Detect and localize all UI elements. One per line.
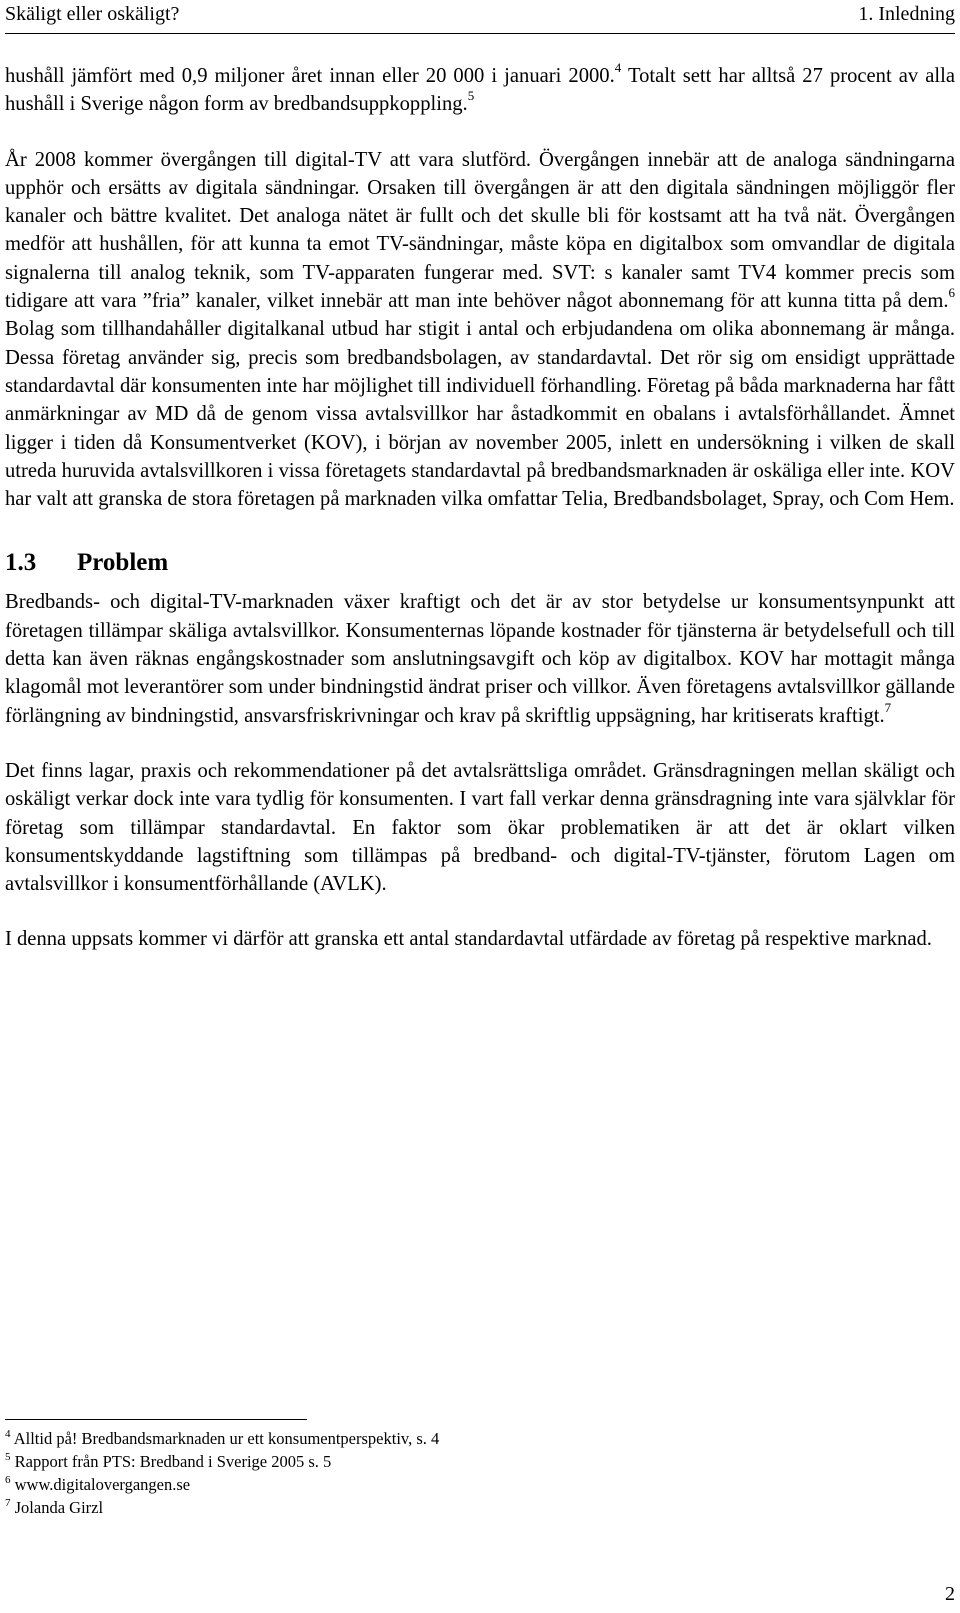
footnote-text: www.digitalovergangen.se [14,1475,191,1494]
footnote-ref[interactable]: 5 [467,88,475,104]
paragraph-text: Bredbands- och digital-TV-marknaden växer kraftigt och det är av stor betydelse ur konsumentsynpunkt att företagen tillämpar skäliga avtalsvillkor. Konsumenternas löpande kostnader för tjänsterna är betydelsefull och till detta kan även räknas engångskostnader som anslutningsavgift och köp av digitalbox. KOV har mottagit många klagomål mot leverantörer som under bindningstid ändrat priser och villkor. Även företagens avtalsvillkor gällande förlängning av bindningstid, ansvarsfriskrivningar och krav på skriftlig uppsägning, har kritiserats kraftigt. [5,591,955,727]
footnote-ref[interactable]: 6 [948,285,955,301]
running-header [5,0,955,30]
paragraph-purpose: I denna uppsats kommer vi därför att granska ett antal standardavtal utfärdade av företag på respektive marknad. [5,928,932,951]
footnote-item [5,1473,955,1496]
document-title: Skäligt eller oskäligt? [5,3,180,25]
paragraph-broadband-households [5,62,955,119]
footnote-text: Jolanda Girzl [14,1498,104,1517]
footnote-ref[interactable]: 4 [614,60,622,76]
section-title: Problem [77,549,169,577]
page-number: 2 [945,1583,955,1605]
footnote-ref[interactable]: 7 [884,699,892,715]
footnote-number: 4 [5,1427,11,1440]
header-divider [5,33,955,34]
footnote-divider [5,1419,307,1420]
chapter-title: 1. Inledning [858,3,955,25]
section-number: 1.3 [5,549,37,577]
footnote-number: 5 [5,1450,11,1463]
paragraph-text: År 2008 kommer övergången till digital-TV att vara slutförd. Övergången innebär att de analoga sändningarna upphör och ersätts av digitala sändningar. Orsaken till övergången är att den digitala sändningen möjliggör fler kanaler och bättre kvalitet. Det analoga nätet är fullt och det skulle bli för kostsamt att ha två nät. Övergången medför att hushållen, för att kunna ta emot TV-sändningar, måste köpa en digitalbox som omvandlar de digitala signalerna till analog teknik, som TV-apparaten fungerar med. SVT: s kanaler samt TV4 kommer precis som tidigare att vara ”fria” kanaler, vilket innebär att man inte behöver något abonnemang för att kunna titta på dem. [5,148,955,313]
paragraph-text: Totalt sett har alltså 27 procent av alla hushåll i Sverige någon form av bredbandsuppkoppling. [5,65,955,116]
paragraph-legislation: Det finns lagar, praxis och rekommendationer på det avtalsrättsliga området. Gränsdragningen mellan skäligt och oskäligt verkar dock inte vara tydlig för konsumenten. I vart fall verkar denna gränsdragning inte vara självklar för företag som tillämpar standardavtal. En faktor som ökar problematiken är att det är oklart vilken konsumentskyddande lagstiftning som tillämpas på bredband- och digital-TV-tjänster, förutom Lagen om avtalsvillkor i konsumentförhållande (AVLK). [5,759,955,896]
footnote-text: Alltid på! Bredbandsmarknaden ur ett konsumentperspektiv, s. 4 [13,1429,440,1448]
footnote-item [5,1450,955,1473]
paragraph-problem [5,588,955,729]
footnote-text: Rapport från PTS: Bredband i Sverige 2005 s. 5 [14,1452,332,1471]
footnote-number: 7 [5,1496,11,1509]
paragraph-digital-tv [5,146,955,514]
section-heading [5,547,955,579]
paragraph-text: Bolag som tillhandahåller digitalkanal utbud har stigit i antal och erbjudandena om olika abonnemang är många. Dessa företag använder sig, precis som bredbandsbolagen, av standardavtal. Det rör sig om ensidigt upprättade standardavtal där konsumenten inte har möjlighet till individuell förhandling. Företag på båda marknaderna har fått anmärkningar av MD då de genom vissa avtalsvillkor har åstadkommit en obalans i avtalsförhållandet. Ämnet ligger i tiden då Konsumentverket (KOV), i början av november 2005, inlett en undersökning i vilken de skall utreda huruvida avtalsvillkoren i vissa företagets standardavtal på bredbandsmarknaden är oskäliga eller inte. KOV har valt att granska de stora företagen på marknaden vilka omfattar Telia, Bredbandsbolaget, Spray, och Com Hem. [5,318,955,511]
paragraph-text: hushåll jämfört med 0,9 miljoner året innan eller 20 000 i januari 2000. [5,65,615,87]
footnote-item [5,1496,955,1519]
footnote-number: 6 [5,1473,11,1486]
main-content [5,62,955,981]
footnote-item [5,1427,955,1450]
footnotes [5,1427,955,1519]
